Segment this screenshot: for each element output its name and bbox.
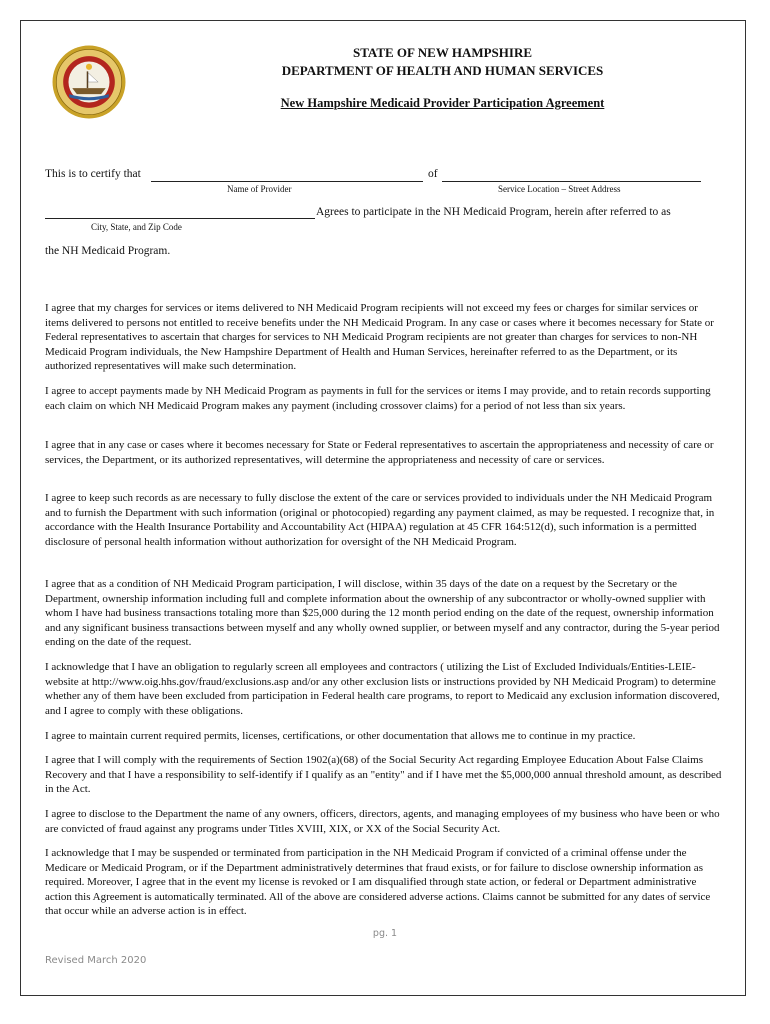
certify-label: This is to certify that xyxy=(45,168,141,180)
name-caption: Name of Provider xyxy=(227,184,292,194)
city-state-zip-field[interactable] xyxy=(45,218,315,219)
agrees-text: Agrees to participate in the NH Medicaid Program, herein after referred to as xyxy=(316,206,671,218)
page-number: pg. 1 xyxy=(372,928,398,939)
revision-date: Revised March 2020 xyxy=(45,955,147,966)
page-title: New Hampshire Medicaid Provider Participation Agreement xyxy=(280,96,605,110)
paragraph-permits: I agree to maintain current required permits, licenses, certifications, or other documentation that allows me to continue in my practice. xyxy=(45,730,636,742)
department-heading: DEPARTMENT OF HEALTH AND HUMAN SERVICES xyxy=(281,63,604,78)
city-caption: City, State, and Zip Code xyxy=(91,222,182,232)
paragraph-termination: I acknowledge that I may be suspended or terminated from participation in the NH Medicaid Program if convicted of a criminal offense under the Medicare or Medicaid Program, or if the Department administratively determines that fraud exists, or for failure to disclose ownership information as required. Moreover, I agree that in the event my license is revoked or I am disqualified through state action, or federal or Department administrative action this Agreement is automatically terminated. All of the above are considered adverse actions. Claims cannot be submitted for any dates of service that occur while an adverse action is in effect. xyxy=(45,847,711,918)
paragraph-ownership: I agree that as a condition of NH Medicaid Program participation, I will disclose, within 35 days of the date on a request by the Secretary or the Department, ownership information including full and complete information about the ownership of any subcontractor or wholly-owned supplier with whom I have had business transactions totaling more than $25,000 during the 12 month period ending on the date of the request, ownership information and any significant business transactions between myself and any wholly owned supplier, or between myself and any contractor, during the 5-year period ending on the date of the request. xyxy=(45,578,720,649)
street-address-field[interactable] xyxy=(442,181,701,182)
paragraph-false-claims: I agree that I will comply with the requirements of Section 1902(a)(68) of the Social Security Act regarding Employee Education About False Claims Recovery and that I have a responsibility to self-identify if I qualify as an "entity" and if I have met the $5,000,000 annual threshold amount, as described in the Act. xyxy=(45,754,722,796)
paragraph-records: I agree to keep such records as are necessary to fully disclose the extent of the care or services provided to individuals under the NH Medicaid Program and to furnish the Department with such information (original or photocopied) regarding any payment claimed, as may be requested. I recognize that, in accordance with the Health Insurance Portability and Accountability Act (HIPAA) regulation at 45 CFR 164:512(d), such information is a permitted disclosure of personal health information without authorization for oversight of the NH Medicaid Program. xyxy=(45,492,715,548)
state-seal-icon xyxy=(51,44,127,120)
paragraph-charges: I agree that my charges for services or items delivered to NH Medicaid Program recipients will not exceed my fees or charges for similar services or items delivered to persons not entitled to receive benefits under the NH Medicaid Program. In any case or cases where it becomes necessary for State or Federal representatives to ascertain that charges for services to NH Medicaid Program recipients are not greater than charges for services to non-NH Medicaid Program individuals, the New Hampshire Department of Health and Human Services, hereinafter referred to as the Department, or its authorized representatives will make such determination. xyxy=(45,302,714,373)
provider-name-field[interactable] xyxy=(151,181,423,182)
state-heading: STATE OF NEW HAMPSHIRE xyxy=(352,45,533,60)
program-text: the NH Medicaid Program. xyxy=(45,245,171,257)
paragraph-appropriateness: I agree that in any case or cases where it becomes necessary for State or Federal representatives to ascertain the appropriateness and necessity of care or services, the Department, or its authorized representatives, will determine the appropriateness and necessity of care or services. xyxy=(45,439,714,466)
paragraph-payments: I agree to accept payments made by NH Medicaid Program as payments in full for the services or items I may provide, and to retain records supporting each claim on which NH Medicaid Program makes any payment (including crossover claims) for a period of not less than six years. xyxy=(45,385,711,412)
paragraph-disclosure: I agree to disclose to the Department the name of any owners, officers, directors, agents, and managing employees of my business who have been or who are convicted of fraud against any programs under Titles XVIII, XIX, or XX of the Social Security Act. xyxy=(45,808,720,835)
address-caption: Service Location – Street Address xyxy=(498,184,621,194)
of-label: of xyxy=(428,168,438,180)
paragraph-screening: I acknowledge that I have an obligation to regularly screen all employees and contractors ( utilizing the List of Excluded Individuals/Entities-LEIE-website at http://www.oig.hhs.gov/fraud/exclusions.asp and/or any other exclusion lists or instructions provided by NH Medicaid Program) to determine whether any of them have been excluded from participation in Federal health care programs, to report to Medicaid any exclusion information discovered, and I agree to comply with these obligations. xyxy=(45,661,720,717)
